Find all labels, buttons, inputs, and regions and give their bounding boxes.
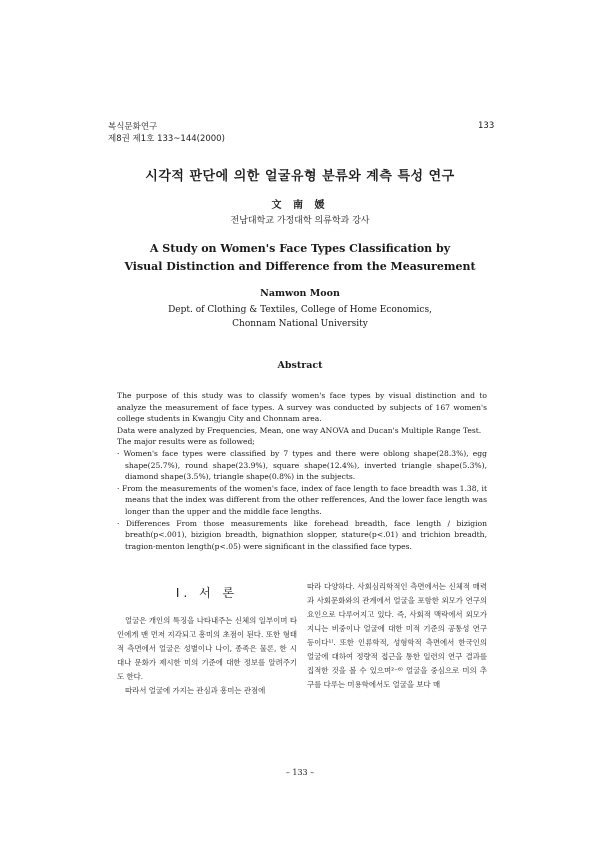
abstract-bullet: · Differences From those measurements like forehead breadth, face length / bizigion breath(p<.001), bizigion breadth, bignathion slopper, stature(p<.01) and trichion breadth, tragion-menton length(p<.05) were significant in the classified face types.: [117, 518, 487, 551]
korean-affiliation: 전남대학교 가정대학 의류학과 강사: [230, 216, 370, 226]
body-paragraph: 얼굴은 개인의 특징을 나타내주는 신체의 일부이며 타인에게 맨 먼저 지각되고 흥미의 초점이 된다. 또한 형태적 측면에서 얼굴은 성별이나 나이, 종족은 물론, 한 시대나 문화가 제시한 미의 기준에 대한 정보를 알려주기도 한다.: [117, 616, 297, 681]
abstract-paragraph: The major results were as followed;: [117, 437, 255, 447]
journal-name: 복식문화연구: [108, 122, 158, 132]
abstract-paragraph: Data were analyzed by Frequencies, Mean, one way ANOVA and Ducan's Multiple Range Test.: [117, 425, 482, 435]
english-affiliation-line1: Dept. of Clothing & Textiles, College of Home Economics,: [168, 305, 432, 315]
korean-author: 文 南 媛: [271, 200, 329, 211]
english-affiliation-line2: Chonnam National University: [232, 319, 368, 329]
section-heading: I. 서 론: [175, 586, 239, 600]
abstract-body: [117, 390, 487, 552]
journal-header: [108, 121, 225, 145]
english-author: Namwon Moon: [260, 288, 340, 299]
abstract-bullet: · From the measurements of the women's face, index of face length to face breadth was 1.38, it means that the index was different from the other refferences, And the lower face length was longer than the upper and the middle face lengths.: [117, 483, 487, 516]
right-column: [307, 580, 487, 692]
english-title: [0, 240, 600, 276]
abstract-heading: Abstract: [277, 360, 323, 371]
page-footer: – 133 –: [285, 768, 315, 777]
body-paragraph: 따라서 얼굴에 가지는 관심과 흥미는 관점에: [125, 686, 266, 695]
page-number-top: 133: [478, 121, 495, 131]
body-paragraph: 따라 다양하다. 사회심리학적인 측면에서는 신체적 매력과 사회문화와의 관계에서 얼굴을 포함한 외모가 연구의 요인으로 다루어지고 있다. 즉, 사회적 맥락에서 외모가 지니는 비중이나 얼굴에 대한 미적 기준의 공통성 연구 등이다¹⁾. 또한 인류학적, 성형학적 측면에서 한국인의 얼굴에 대하여 정량적 접근을 통한 일련의 연구 결과를 집적한 것을 볼 수 있으며²⁻⁶⁾ 얼굴을 중심으로 미의 추구를 다루는 미용학에서도 얼굴을 보다 매: [307, 582, 487, 689]
volume-info: 제8권 제1호 133~144(2000): [108, 134, 225, 144]
abstract-bullet: · Women's face types were classified by 7 types and there were oblong shape(28.3%), egg shape(25.7%), round shape(23.9%), square shape(12.4%), inverted triangle shape(5.3%), diamond shape(3.5%), triangle shape(0.8%) in the subjects.: [117, 448, 487, 482]
korean-title: 시각적 판단에 의한 얼굴유형 분류와 계측 특성 연구: [145, 169, 455, 184]
abstract-paragraph: The purpose of this study was to classify women's face types by visual distinction and to analyze the measurement of face types. A survey was conducted by subjects of 167 women's college students in Kwangju City and Chonnam area.: [117, 391, 487, 424]
english-title-line1: A Study on Women's Face Types Classification by: [149, 242, 451, 255]
english-affiliation: [0, 303, 600, 331]
english-title-line2: Visual Distinction and Difference from the Measurement: [124, 260, 476, 273]
